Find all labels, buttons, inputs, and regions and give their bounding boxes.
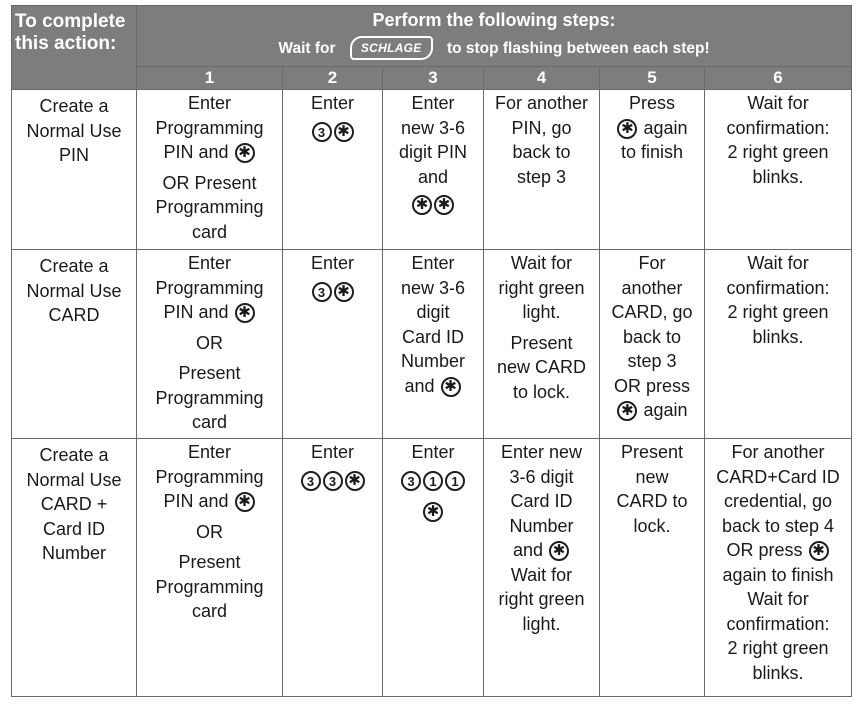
action-column-header [12,6,137,90]
key-sequence [283,116,382,147]
step1-cell [137,439,283,697]
key-sequence [383,465,483,496]
step-text: digit [416,302,450,322]
step-text: again [643,117,688,138]
table-row-card [12,250,852,439]
step-text: Programming [155,197,264,217]
step-text: digit PIN [398,142,468,162]
step-text: to lock. [512,381,571,402]
step-text: Enter [187,253,232,273]
step-text: another [621,277,683,298]
step-text: lock. [633,515,671,536]
star-key-icon: ✱ [412,195,432,215]
step-text: Card ID [401,326,464,347]
step-text: 2 right green [727,302,829,322]
step-text-with-icon [705,538,851,563]
step-text: OR press [613,375,691,396]
action-text: Normal Use [26,469,122,490]
action-cell [12,90,137,250]
step6-cell [705,439,852,697]
step-text: Enter [310,93,355,113]
step-text: card [191,601,227,621]
step-number-1: 1 [137,67,283,90]
star-key-icon: ✱ [345,471,365,491]
step-text: CARD, go [611,302,693,322]
step3-cell [383,250,484,439]
step5-cell [600,250,705,439]
step-text: blinks. [752,326,804,347]
step-text: Wait for [510,564,573,585]
step-text: again [643,400,688,420]
step-text: new 3-6 [400,277,466,298]
step-text: confirmation: [726,613,830,634]
steps-header [137,6,852,67]
step-text: Enter [310,253,355,273]
step-text: again to finish [722,564,834,585]
step-text: and [417,166,449,187]
key-3-icon: 3 [312,122,332,142]
step-text: Programming [155,387,264,408]
action-text: Create a [39,256,109,276]
step-text: Enter new [500,442,583,462]
step-text: Enter [310,442,355,462]
step-text: card [191,221,227,242]
step-text: to finish [620,142,684,162]
key-3-icon: 3 [312,282,332,302]
step-text: Press [628,93,675,113]
step-text: confirmation: [726,117,830,138]
action-text: CARD [48,305,100,325]
step-text: OR Present [162,172,257,193]
steps-header-title: Perform the following steps: [372,10,616,30]
step-text: PIN and [163,142,229,162]
step-text-with-icon [484,538,599,563]
step-text: Present [178,363,241,383]
action-text: PIN [58,145,89,165]
step-text: blinks. [752,662,804,683]
star-key-icon: ✱ [434,195,454,215]
action-text: Normal Use [26,120,122,141]
step4-cell [484,439,600,697]
step6-cell [705,90,852,250]
step-text-with-icon [600,116,704,141]
step-text: light. [522,302,561,322]
table-row-card-plus-id [12,439,852,697]
step-text: Present [620,442,684,462]
step-text: PIN, go [511,117,572,138]
action-text: Normal Use [26,280,122,301]
step-text: For another [494,93,589,113]
star-key-icon: ✱ [235,143,255,163]
star-key-icon: ✱ [334,122,354,142]
step2-cell [283,250,383,439]
key-sequence [383,189,483,220]
step-text: and [512,540,544,560]
subtitle-prefix: Wait for [278,40,336,57]
action-text: Create a [39,96,109,116]
programming-steps-table [11,5,852,697]
step1-cell [137,250,283,439]
step-text: new CARD [496,357,587,377]
step-text: credential, go [723,491,833,511]
step-text: Wait for [747,589,809,609]
star-key-icon: ✱ [549,541,569,561]
action-header-label: To complete this action: [15,11,126,54]
action-text: Number [41,543,107,563]
step-text: new [635,466,669,487]
step-text: Number [509,515,574,536]
step-text: Enter [187,93,232,113]
step-text: Wait for [747,93,809,113]
step-text: Present [510,332,573,353]
step-text: Enter [411,253,455,273]
step-text: back to step 4 [721,515,835,536]
action-cell [12,439,137,697]
step-text: Present [178,552,241,572]
step-text: back to [512,142,571,162]
step-text: CARD+Card ID [716,466,840,487]
step-text: Card ID [510,491,573,511]
action-text: CARD + [40,494,108,514]
star-key-icon: ✱ [617,401,637,421]
step1-cell [137,90,283,250]
key-3-icon: 3 [323,471,343,491]
step-text: 3-6 digit [509,466,574,487]
step2-cell [283,439,383,697]
step-text: OR [196,521,223,542]
star-key-icon: ✱ [809,541,829,561]
step-text: Programming [155,277,264,298]
step-text: Programming [155,466,264,487]
step-number-4: 4 [484,67,600,90]
step-text: PIN and [163,491,229,511]
step5-cell [600,90,705,250]
step2-cell [283,90,383,250]
step-text: 2 right green [727,142,829,162]
step3-cell [383,439,484,697]
star-key-icon: ✱ [235,303,255,323]
key-sequence [283,465,382,496]
step-text: step 3 [627,351,677,371]
step-text: step 3 [516,166,567,187]
key-sequence [283,276,382,307]
step-text-with-icon [137,300,282,325]
step-text: Wait for [510,253,573,273]
star-key-icon: ✱ [617,119,637,139]
steps-header-subtitle [137,36,851,60]
step-text: back to [622,326,682,347]
step-text: OR [196,332,223,353]
step-text: Programming [155,576,264,597]
step-text: OR press [726,540,803,560]
step-text: confirmation: [726,277,830,298]
step-text-with-icon [600,398,704,423]
key-1-icon: 1 [423,471,443,491]
step5-cell [600,439,705,697]
step-text-with-icon [383,374,483,399]
step-number-3: 3 [383,67,484,90]
step-text: right green [498,589,585,609]
step-text: Wait for [747,253,809,273]
step-number-5: 5 [600,67,705,90]
key-3-icon: 3 [301,471,321,491]
step4-cell [484,250,600,439]
subtitle-suffix: to stop flashing between each step! [446,40,710,57]
step-number-6: 6 [705,67,852,90]
step-text: For another [731,442,825,462]
step-text-with-icon [137,140,282,165]
step-text: blinks. [752,166,804,187]
step-text: Enter [411,442,455,462]
action-text: Create a [39,445,109,465]
step-text: Number [400,351,466,371]
step-text: 2 right green [727,638,829,658]
step-text: PIN and [163,302,229,322]
star-key-icon: ✱ [441,377,461,397]
schlage-logo: SCHLAGE [350,36,433,60]
step-text: light. [522,613,561,634]
step3-cell [383,90,484,250]
step-number-2: 2 [283,67,383,90]
step6-cell [705,250,852,439]
step-text: and [404,375,435,396]
step-text: right green [498,277,585,298]
step-text-with-icon [137,489,282,514]
action-text: Card ID [42,518,105,539]
table-row-pin [12,90,852,250]
step-text: card [191,412,227,432]
step-text: new 3-6 [400,117,466,138]
step-text: CARD to [616,491,688,511]
step-text: For [638,253,666,273]
step-text: Enter [187,442,232,462]
star-key-icon: ✱ [235,492,255,512]
key-1-icon: 1 [445,471,465,491]
star-key-icon: ✱ [334,282,354,302]
step4-cell [484,90,600,250]
step-text: Programming [155,117,264,138]
step-text: Enter [411,93,455,113]
key-sequence [383,496,483,527]
star-key-icon: ✱ [423,502,443,522]
action-cell [12,250,137,439]
key-3-icon: 3 [401,471,421,491]
